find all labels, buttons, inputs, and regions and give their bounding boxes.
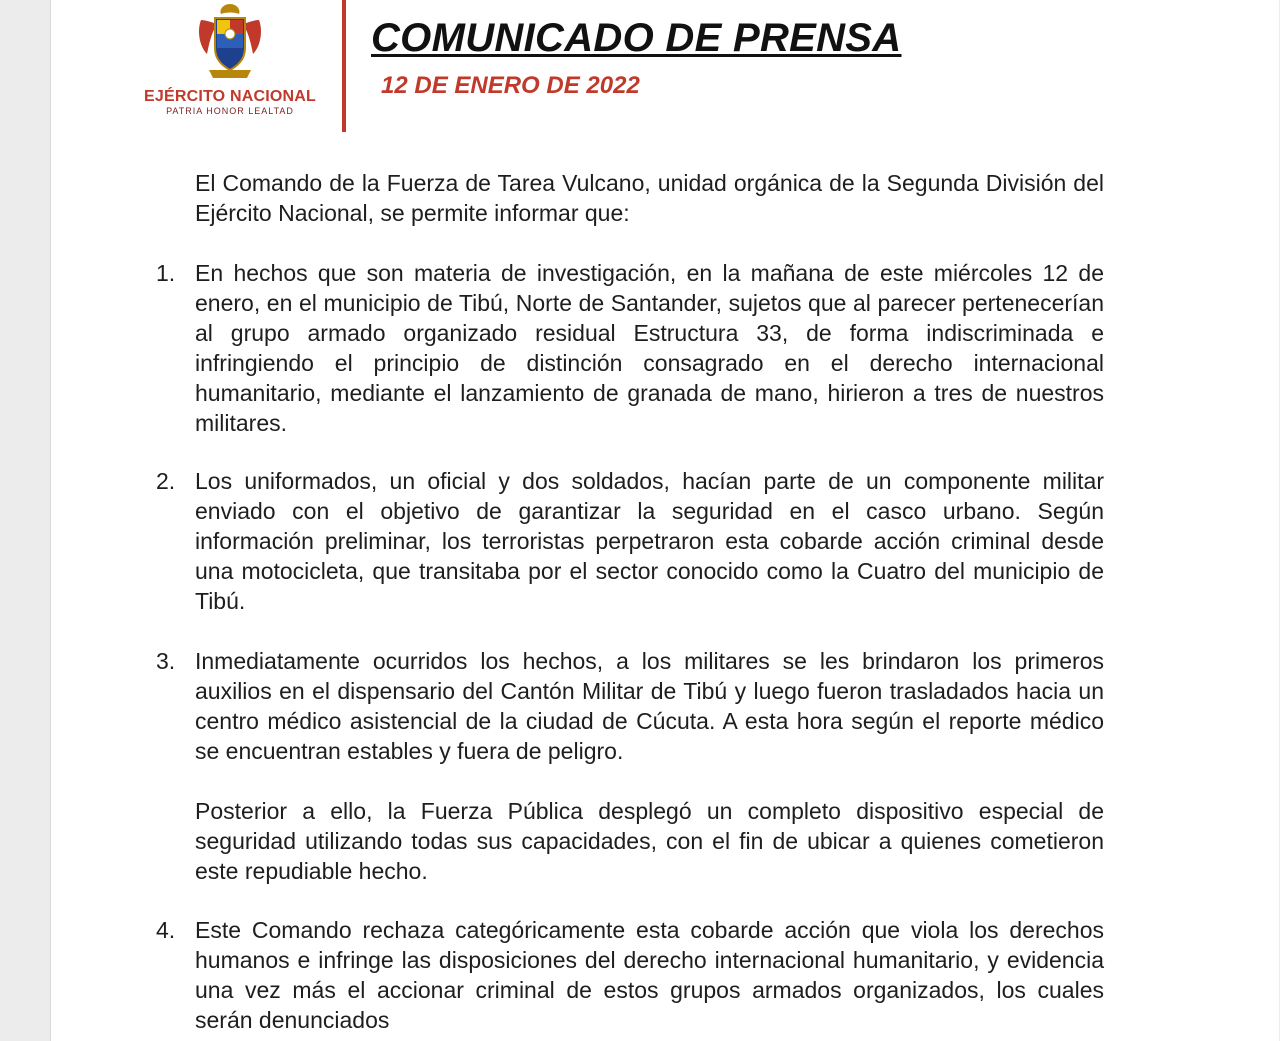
coat-of-arms-icon [195, 0, 265, 82]
follow-up-paragraph: Posterior a ello, la Fuerza Pública desplegó un completo dispositivo especial de seguridad utilizando todas sus capacidades, con el fin de ubicar a quienes cometieron este repudiable hecho. [195, 798, 1104, 884]
page-title: COMUNICADO DE PRENSA [371, 16, 902, 60]
list-item-text: Los uniformados, un oficial y dos soldados, hacían parte de un componente militar enviado con el objetivo de garantizar la seguridad en el casco urbano. Según información preliminar, los terroristas perpetraron esta cobarde acción criminal desde una motocicleta, que transitaba por el sector conocido como la Cuatro del municipio de Tibú. [195, 468, 1104, 614]
header-divider [342, 0, 346, 132]
release-date: 12 DE ENERO DE 2022 [381, 72, 640, 99]
document-page [50, 0, 1279, 1041]
list-item-number: 2. [156, 468, 176, 494]
list-item-text: Inmediatamente ocurridos los hechos, a los militares se les brindaron los primeros auxilios en el dispensario del Cantón Militar de Tibú y luego fueron trasladados hacia un centro médico asistencial de la ciudad de Cúcuta. A esta hora según el reporte médico se encuentran estables y fuera de peligro. [195, 648, 1104, 764]
list-item-number: 3. [156, 648, 176, 674]
list-item-text: Este Comando rechaza categóricamente esta cobarde acción que viola los derechos humanos e infringe las disposiciones del derecho internacional humanitario, y evidencia una vez más el accionar criminal de estos grupos armados organizados, los cuales serán denunciados [195, 917, 1104, 1033]
list-item-number: 1. [156, 260, 176, 286]
list-item-number: 4. [156, 917, 176, 943]
logo-motto: PATRIA HONOR LEALTAD [166, 106, 294, 116]
logo-name: EJÉRCITO NACIONAL [143, 88, 316, 105]
list-item-text: En hechos que son materia de investigación, en la mañana de este miércoles 12 de enero, en el municipio de Tibú, Norte de Santander, sujetos que al parecer pertenecerían al grupo armado organizado residual Estructura 33, de forma indiscriminada e infringiendo el principio de distinción consagrado en el derecho internacional humanitario, mediante el lanzamiento de granada de mano, hirieron a tres de nuestros militares. [195, 260, 1104, 436]
army-logo [125, 0, 335, 120]
intro-paragraph: El Comando de la Fuerza de Tarea Vulcano, unidad orgánica de la Segunda División del Ejército Nacional, se permite informar que: [195, 170, 1104, 226]
